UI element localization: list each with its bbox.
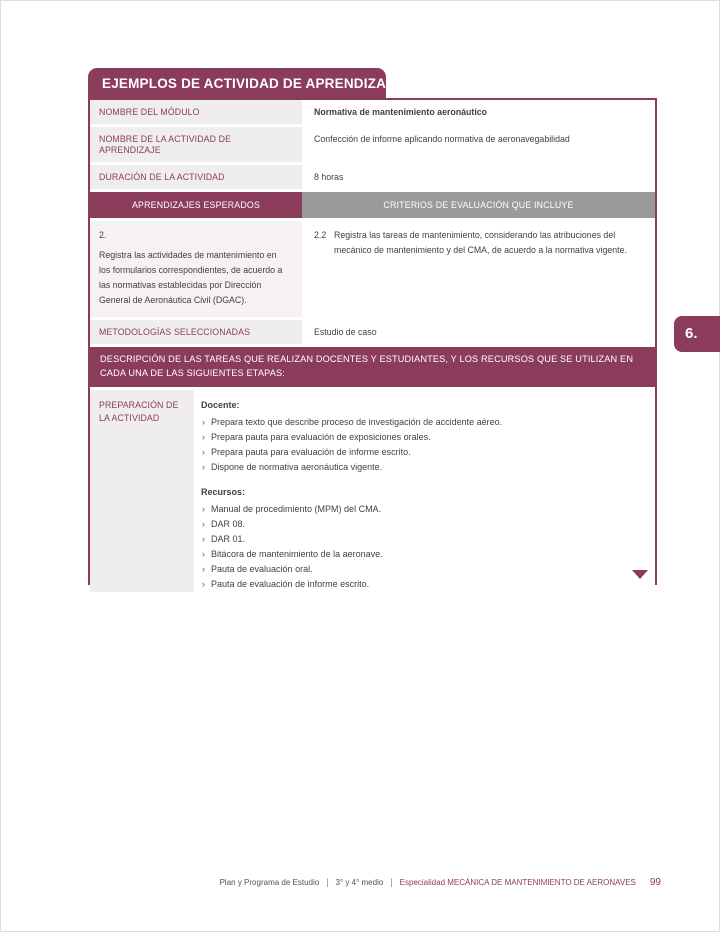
label-nombre-modulo: NOMBRE DEL MÓDULO [90,100,302,124]
page-footer [220,877,661,888]
table-header-row [90,192,655,218]
table-row-preparacion [90,390,655,592]
list-item [201,577,645,592]
section-title: EJEMPLOS DE ACTIVIDAD DE APRENDIZAJE [102,76,403,91]
descripcion-tareas-header: DESCRIPCIÓN DE LAS TAREAS QUE REALIZAN DOCENTES Y ESTUDIANTES, Y LOS RECURSOS QUE SE UTILIZAN EN CADA UNA DE LAS SIGUIENTES ETAPAS: [90,347,655,387]
list-item-text: DAR 01. [211,534,246,544]
criterio-number: 2.2 [314,230,327,240]
list-item-text: Dispone de normativa aeronáutica vigente. [211,462,383,472]
value-metodologias: Estudio de caso [302,320,655,344]
criterio-evaluacion-cell [302,221,655,317]
list-bullet-icon: › [202,462,205,472]
list-item [201,547,645,562]
list-item-text: Pauta de evaluación de informe escrito. [211,579,370,589]
list-item-text: Prepara pauta para evaluación de exposiciones orales. [211,432,431,442]
list-bullet-icon: › [202,432,205,442]
docente-list [201,415,645,475]
label-preparacion-actividad: PREPARACIÓN DE LA ACTIVIDAD [90,390,194,592]
chapter-tab-number: 6. [685,325,698,342]
list-item [201,430,645,445]
list-item [201,517,645,532]
criterio-text: Registra las tareas de mantenimiento, considerando las atribuciones del mecánico de mantenimiento y del CMA, de acuerdo a la normativa vigente. [334,230,627,255]
list-item-text: Prepara pauta para evaluación de informe escrito. [211,447,411,457]
value-nombre-actividad: Confección de informe aplicando normativa de aeronavegabilidad [302,127,655,162]
list-item [201,415,645,430]
aprendizaje-text: Registra las actividades de mantenimiento en los formularios correspondientes, de acuerdo a las normativas establecidas por Dirección General de Aeronáutica Civil (DGAC). [99,250,283,305]
footer-separator: | [390,877,393,887]
list-item [201,562,645,577]
table-row-duracion [90,165,655,189]
list-bullet-icon: › [202,564,205,574]
footer-specialty: Especialidad MECÁNICA DE MANTENIMIENTO DE AERONAVES [399,878,636,887]
list-bullet-icon: › [202,579,205,589]
list-bullet-icon: › [202,417,205,427]
list-item-text: Bitácora de mantenimiento de la aeronave. [211,549,383,559]
header-criterios-evaluacion: CRITERIOS DE EVALUACIÓN QUE INCLUYE [302,192,655,218]
aprendizaje-number: 2. [99,230,107,240]
continuation-arrow-icon [632,570,648,579]
list-bullet-icon: › [202,504,205,514]
chapter-tab [674,316,720,352]
list-item [201,502,645,517]
value-nombre-modulo: Normativa de mantenimiento aeronáutico [302,100,655,124]
list-bullet-icon: › [202,447,205,457]
list-item [201,532,645,547]
list-item-text: Pauta de evaluación oral. [211,564,313,574]
footer-grade: 3° y 4° medio [335,878,384,887]
section-title-tab [88,68,403,98]
table-row-modulo [90,100,655,124]
header-aprendizajes-esperados: APRENDIZAJES ESPERADOS [90,192,302,218]
list-item-text: Manual de procedimiento (MPM) del CMA. [211,504,382,514]
label-nombre-actividad: NOMBRE DE LA ACTIVIDAD DE APRENDIZAJE [90,127,302,162]
list-item-text: DAR 08. [211,519,246,529]
table-row-actividad [90,127,655,162]
activity-table [88,98,657,589]
footer-program: Plan y Programa de Estudio [219,878,320,887]
table-row-metodologias [90,320,655,344]
footer-separator: | [326,877,329,887]
recursos-list [201,502,645,592]
table-row-aprendizaje [90,221,655,317]
aprendizaje-esperado-cell [90,221,302,317]
list-item [201,460,645,475]
list-item [201,445,645,460]
list-item-text: Prepara texto que describe proceso de investigación de accidente aéreo. [211,417,503,427]
list-bullet-icon: › [202,519,205,529]
list-bullet-icon: › [202,534,205,544]
label-metodologias: METODOLOGÍAS SELECCIONADAS [90,320,302,344]
list-bullet-icon: › [202,549,205,559]
label-duracion: DURACIÓN DE LA ACTIVIDAD [90,165,302,189]
recursos-title: Recursos: [201,487,246,497]
value-duracion: 8 horas [302,165,655,189]
preparacion-content-cell [194,390,655,592]
docente-title: Docente: [201,400,240,410]
page-number: 99 [649,877,661,888]
